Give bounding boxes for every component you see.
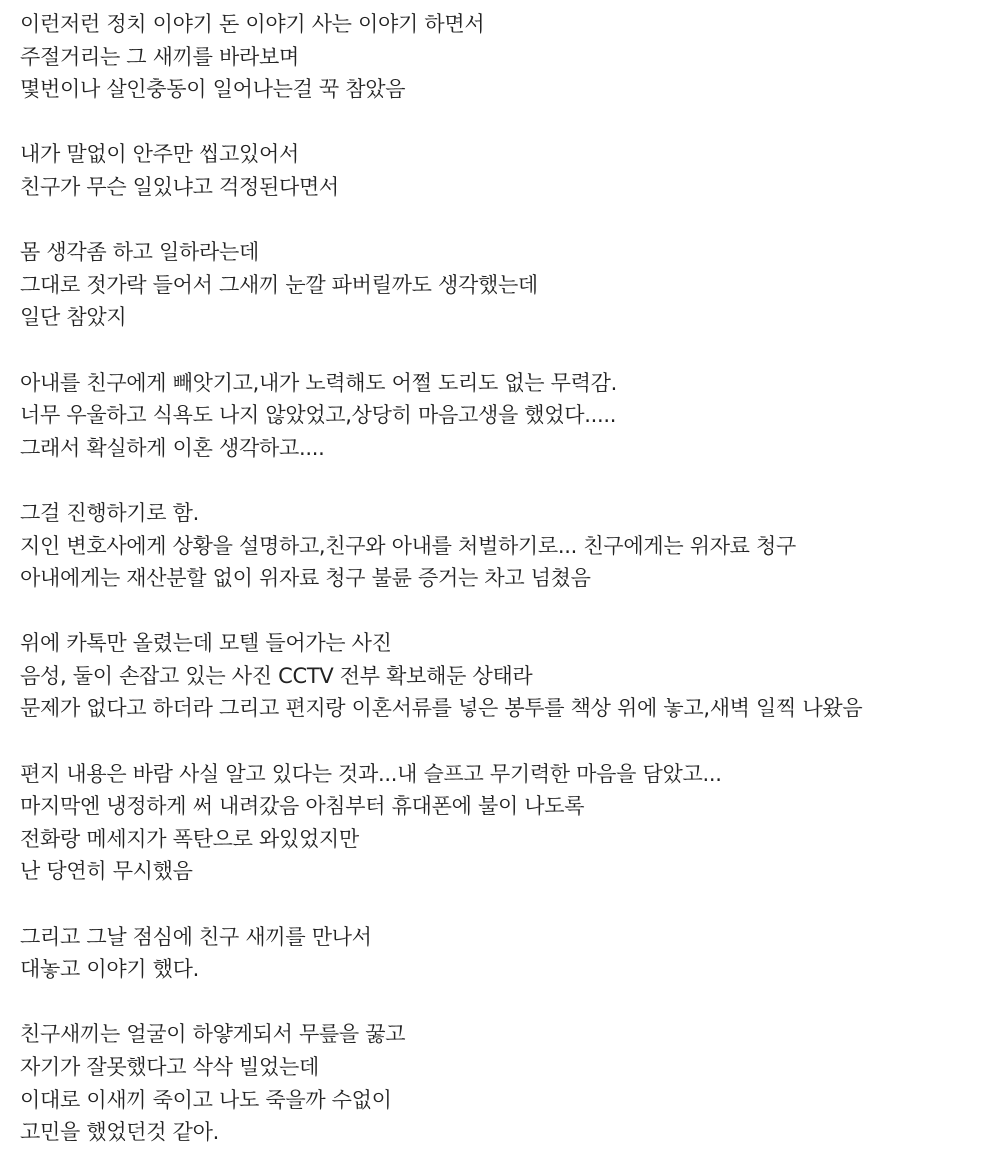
paragraph	[20, 921, 980, 986]
text-line: 문제가 없다고 하더라 그리고 편지랑 이혼서류를 넣은 봉투를 책상 위에 놓고,새벽 일찍 나왔음	[20, 696, 863, 721]
text-line: 친구새끼는 얼굴이 하얗게되서 무릎을 꿇고	[20, 1022, 406, 1047]
paragraph	[20, 497, 980, 595]
text-line: 그래서 확실하게 이혼 생각하고....	[20, 435, 325, 460]
text-line: 몸 생각좀 하고 일하라는데	[20, 240, 259, 265]
text-line: 너무 우울하고 식욕도 나지 않았었고,상당히 마음고생을 했었다.....	[20, 403, 617, 428]
text-line: 음성, 둘이 손잡고 있는 사진 CCTV 전부 확보해둔 상태라	[20, 663, 533, 688]
post-body	[20, 8, 980, 1149]
text-line: 친구가 무슨 일있냐고 걱정된다면서	[20, 174, 339, 199]
text-line: 그대로 젓가락 들어서 그새끼 눈깔 파버릴까도 생각했는데	[20, 272, 538, 297]
text-line: 위에 카톡만 올렸는데 모텔 들어가는 사진	[20, 631, 392, 656]
text-line: 아내를 친구에게 빼앗기고,내가 노력해도 어쩔 도리도 없는 무력감.	[20, 370, 617, 395]
paragraph	[20, 138, 980, 203]
text-line: 마지막엔 냉정하게 써 내려갔음 아침부터 휴대폰에 불이 나도록	[20, 794, 585, 819]
text-line: 주절거리는 그 새끼를 바라보며	[20, 44, 299, 69]
text-line: 일단 참았지	[20, 305, 127, 330]
paragraph	[20, 236, 980, 334]
text-line: 전화랑 메세지가 폭탄으로 와있었지만	[20, 826, 359, 851]
text-line: 이대로 이새끼 죽이고 나도 죽을까 수없이	[20, 1087, 392, 1112]
text-line: 그리고 그날 점심에 친구 새끼를 만나서	[20, 924, 372, 949]
paragraph	[20, 758, 980, 888]
text-line: 내가 말없이 안주만 씹고있어서	[20, 142, 299, 167]
text-line: 몇번이나 살인충동이 일어나는걸 꾹 참았음	[20, 77, 406, 102]
text-line: 그걸 진행하기로 함.	[20, 500, 200, 525]
paragraph	[20, 1018, 980, 1148]
paragraph	[20, 627, 980, 725]
text-line: 지인 변호사에게 상황을 설명하고,친구와 아내를 처벌하기로... 친구에게는 위자료 청구	[20, 533, 797, 558]
text-line: 난 당연히 무시했음	[20, 859, 193, 884]
text-line: 고민을 했었던것 같아.	[20, 1120, 219, 1145]
paragraph	[20, 8, 980, 106]
text-line: 대놓고 이야기 했다.	[20, 957, 200, 982]
text-line: 이런저런 정치 이야기 돈 이야기 사는 이야기 하면서	[20, 12, 485, 36]
text-line: 아내에게는 재산분할 없이 위자료 청구 불륜 증거는 차고 넘쳤음	[20, 566, 591, 591]
text-line: 편지 내용은 바람 사실 알고 있다는 것과...내 슬프고 무기력한 마음을 담았고...	[20, 761, 722, 786]
paragraph	[20, 367, 980, 465]
text-line: 자기가 잘못했다고 삭삭 빌었는데	[20, 1055, 319, 1079]
